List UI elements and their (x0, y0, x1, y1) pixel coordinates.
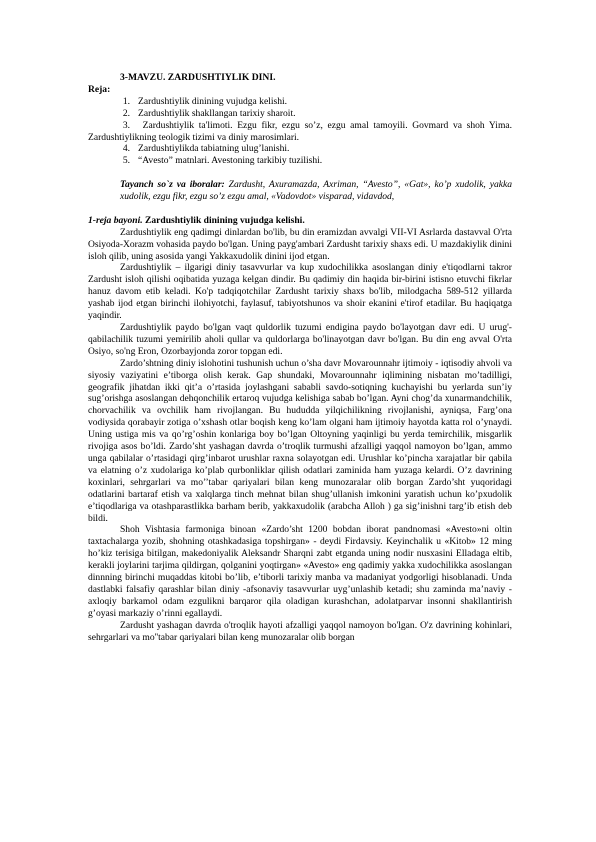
plan-item (88, 143, 512, 155)
plan-list (88, 96, 512, 167)
plan-item-text: Zardushtiylikda tabiatning ulug’lanishi. (138, 143, 290, 155)
plan-item-number: 4. (122, 143, 130, 155)
plan-item (88, 108, 512, 120)
body-paragraph: Zardushtiylik eng qadimgi dinlardan bo'lib, bu din eramizdan avvalgi VII-VI Asrlarda dastavval O'rta Osiyoda-Xorazm vohasida paydo bo'lgan. Uning payg'ambari Zardusht tarixiy shaxs edi. U mazdakiylik dinini isloh qilib, uning asosida yangi Yakkaxudolik dinini ijod etgan. (88, 226, 512, 262)
keywords-text: Zardusht, Axuramazda, Axriman, “Avesto”, «Gat», ko’p xudolik, yakka xudolik, ezgu fikr, ezgu so’z ezgu amal, «Vadovdot» visparad, vidavdod, (120, 179, 512, 203)
body-paragraph: Zardushtiylik paydo bo'lgan vaqt quldorlik tuzumi endigina paydo bo'layotgan davr edi. U urug'-qabilachilik tuzumi yemirilib aholi qullar va quldorlarga bo'linayotgan davr bo'lgan. Bu din eng avval O'rta Osiyo, so'ng Eron, Ozorbayjonda zoror topgan edi. (88, 322, 512, 357)
plan-item-number: 1. (122, 95, 130, 107)
section-heading (88, 215, 512, 227)
plan-item (88, 120, 512, 144)
plan-item-text: Zardushtiylik shakllangan tarixiy sharoit. (138, 107, 296, 119)
plan-item-text: Zardushtiylik dinining vujudga kelishi. (138, 95, 288, 107)
body-paragraph: Zardusht yashagan davrda o'troqlik hayoti afzalligi yaqqol namoyon bo'lgan. O'z davrining kohinlari, sehrgarlari va mo''tabar qariyalari bilan keng munozaralar olib borgan (88, 619, 512, 643)
keywords-label: Tayanch so`z va iboralar: (120, 179, 225, 191)
keywords-block (88, 179, 512, 203)
section-number: 1-reja bayoni. (88, 214, 143, 226)
plan-item (88, 155, 512, 167)
body-paragraph: Shoh Vishtasia farmoniga binoan «Zardo’sht 1200 bobdan iborat pandnomasi «Avesto»ni oltin taxtachalarga yozib, shohning otashkadasiga topshirgan» - deydi Firdavsiy. Keyinchalik u «Kitob» 12 ming ho’kiz terisiga bitilgan, makedoniyalik Aleksandr Sharqni zabt etganda uning nodir nusxasini Elladaga eltib, kerakli joylarini tarjima qildirgan, qolganini yoqtirgan» «Avesto» eng qadimiy yakka xudochilikka asoslangan dinnning birinchi muqaddas kitobi bo’lib, e’tiborli tarixiy manba va madaniyat yodgorligi hisoblanadi. Unda dastlabki falsafiy qarashlar bilan diniy -afsonaviy tasavvurlar uyg’unlashib ketadi; shu zaminda ma’naviy - axloqiy barkamol odam ezgulikni barqaror qila oladigan kurashchan, adolatparvar insonni shakllantirish g’oyasi markaziy o’rinni egallaydi. (88, 524, 512, 619)
plan-item (88, 96, 512, 108)
body-paragraph: Zardushtiylik – ilgarigi diniy tasavvurlar va kup xudochilikka asoslangan diniy e'tiqodlarni takror Zardusht isloh qilishi oqibatida yuzaga kelgan dindir. Bu qadimiy din haqida bir-birini istisno etuvchi fikrlar hanuz davom etib keladi. Ko'p tadqiqotchilar Zardusht tarixiy shaxs bo'lib, milodgacha 589-512 yillarda yashab ijod etgan birinchi ilohiyotchi, faylasuf, tabiyotshunos va shoir ekanini e'tirof etadilar. Bu haqiqatga yaqindir. (88, 262, 512, 322)
plan-item-text: “Avesto” matnlari. Avestoning tarkibiy tuzilishi. (138, 155, 323, 167)
plan-item-text: Zardushtiylik ta'limoti. Ezgu fikr, ezgu so’z, ezgu amal tamoyili. Govmard va shoh Yima. Zardushtiylikning teologik tizimi va diniy marosimlari. (88, 119, 512, 143)
section-title: Zardushtiylik dinining vujudga kelishi. (142, 214, 305, 226)
plan-item-number: 5. (122, 155, 130, 167)
body-paragraph: Zardo’shtning diniy islohotini tushunish uchun o’sha davr Movarounnahr ijtimoiy - iqtisodiy ahvoli va siyosiy vaziyatini e’tiborga olish kerak. Gap shundaki, Movarounnahr iqlimining nisbatan mo’tadilligi, geografik jihatdan ikki qit’a o’rtasida joylashgani sababli savdo-sotiqning kuchayishi bu yerlarda sun’iy sug’orishga asoslangan dehqonchilik ertaroq vujudga kelishiga sabab bo’lgan. Ayni chog’da xunarmandchilik, chorvachilik va ovchilik ham rivojlangan. Bu hududda yilqichilikning rivojlanishi, ayniqsa, Farg’ona vodiysida qorabayir zotiga o’xshash otlar boqish keng ko’lam olgani ham ijtimoiy hayotda katta rol o’ynaydi. Uning ustiga mis va qo’rg’oshin konlariga boy bo’lgan Oltoyning yaqinligi bu yerda temirchilik, misgarlik rivojiga asos bo’ldi. Zardo’sht yashagan davrda o’troqlik turmushi afzalligi yaqqol namoyon bo’lgan, ammo unga qabilalar o’rtasidagi qirg’inbarot urushlar raxna solayotgan edi. Urushlar ko’pincha xarajatlar bir qabila va elatning o’z xudolariga ko’plab qurbonliklar qilish odatlari zaminida ham yuzaga kelardi. O’z davrining koxinlari, sehrgarlari va mo’’tabar qariyalari bilan keng munozaralar olib borgan Zardo’sht yuqoridagi odatlarini bartaraf etish va xalqlarga tinch mehnat bilan shug’ullanish imkonini yaratish uchun ko’pxudolik e’tiqodlariga va otashparastlikka barham berib, yakkaxudolik (arabcha Alloh ) ga sig’inishni targ’ib etish deb bildi. (88, 357, 512, 524)
document-page (88, 72, 512, 643)
page-title: 3-MAVZU. ZARDUSHTIYLIK DINI. (120, 72, 276, 83)
spacer (88, 167, 512, 179)
plan-item-number: 3. (122, 119, 130, 131)
plan-label: Reja: (88, 83, 111, 95)
plan-item-number: 2. (122, 107, 130, 119)
spacer (88, 203, 512, 215)
